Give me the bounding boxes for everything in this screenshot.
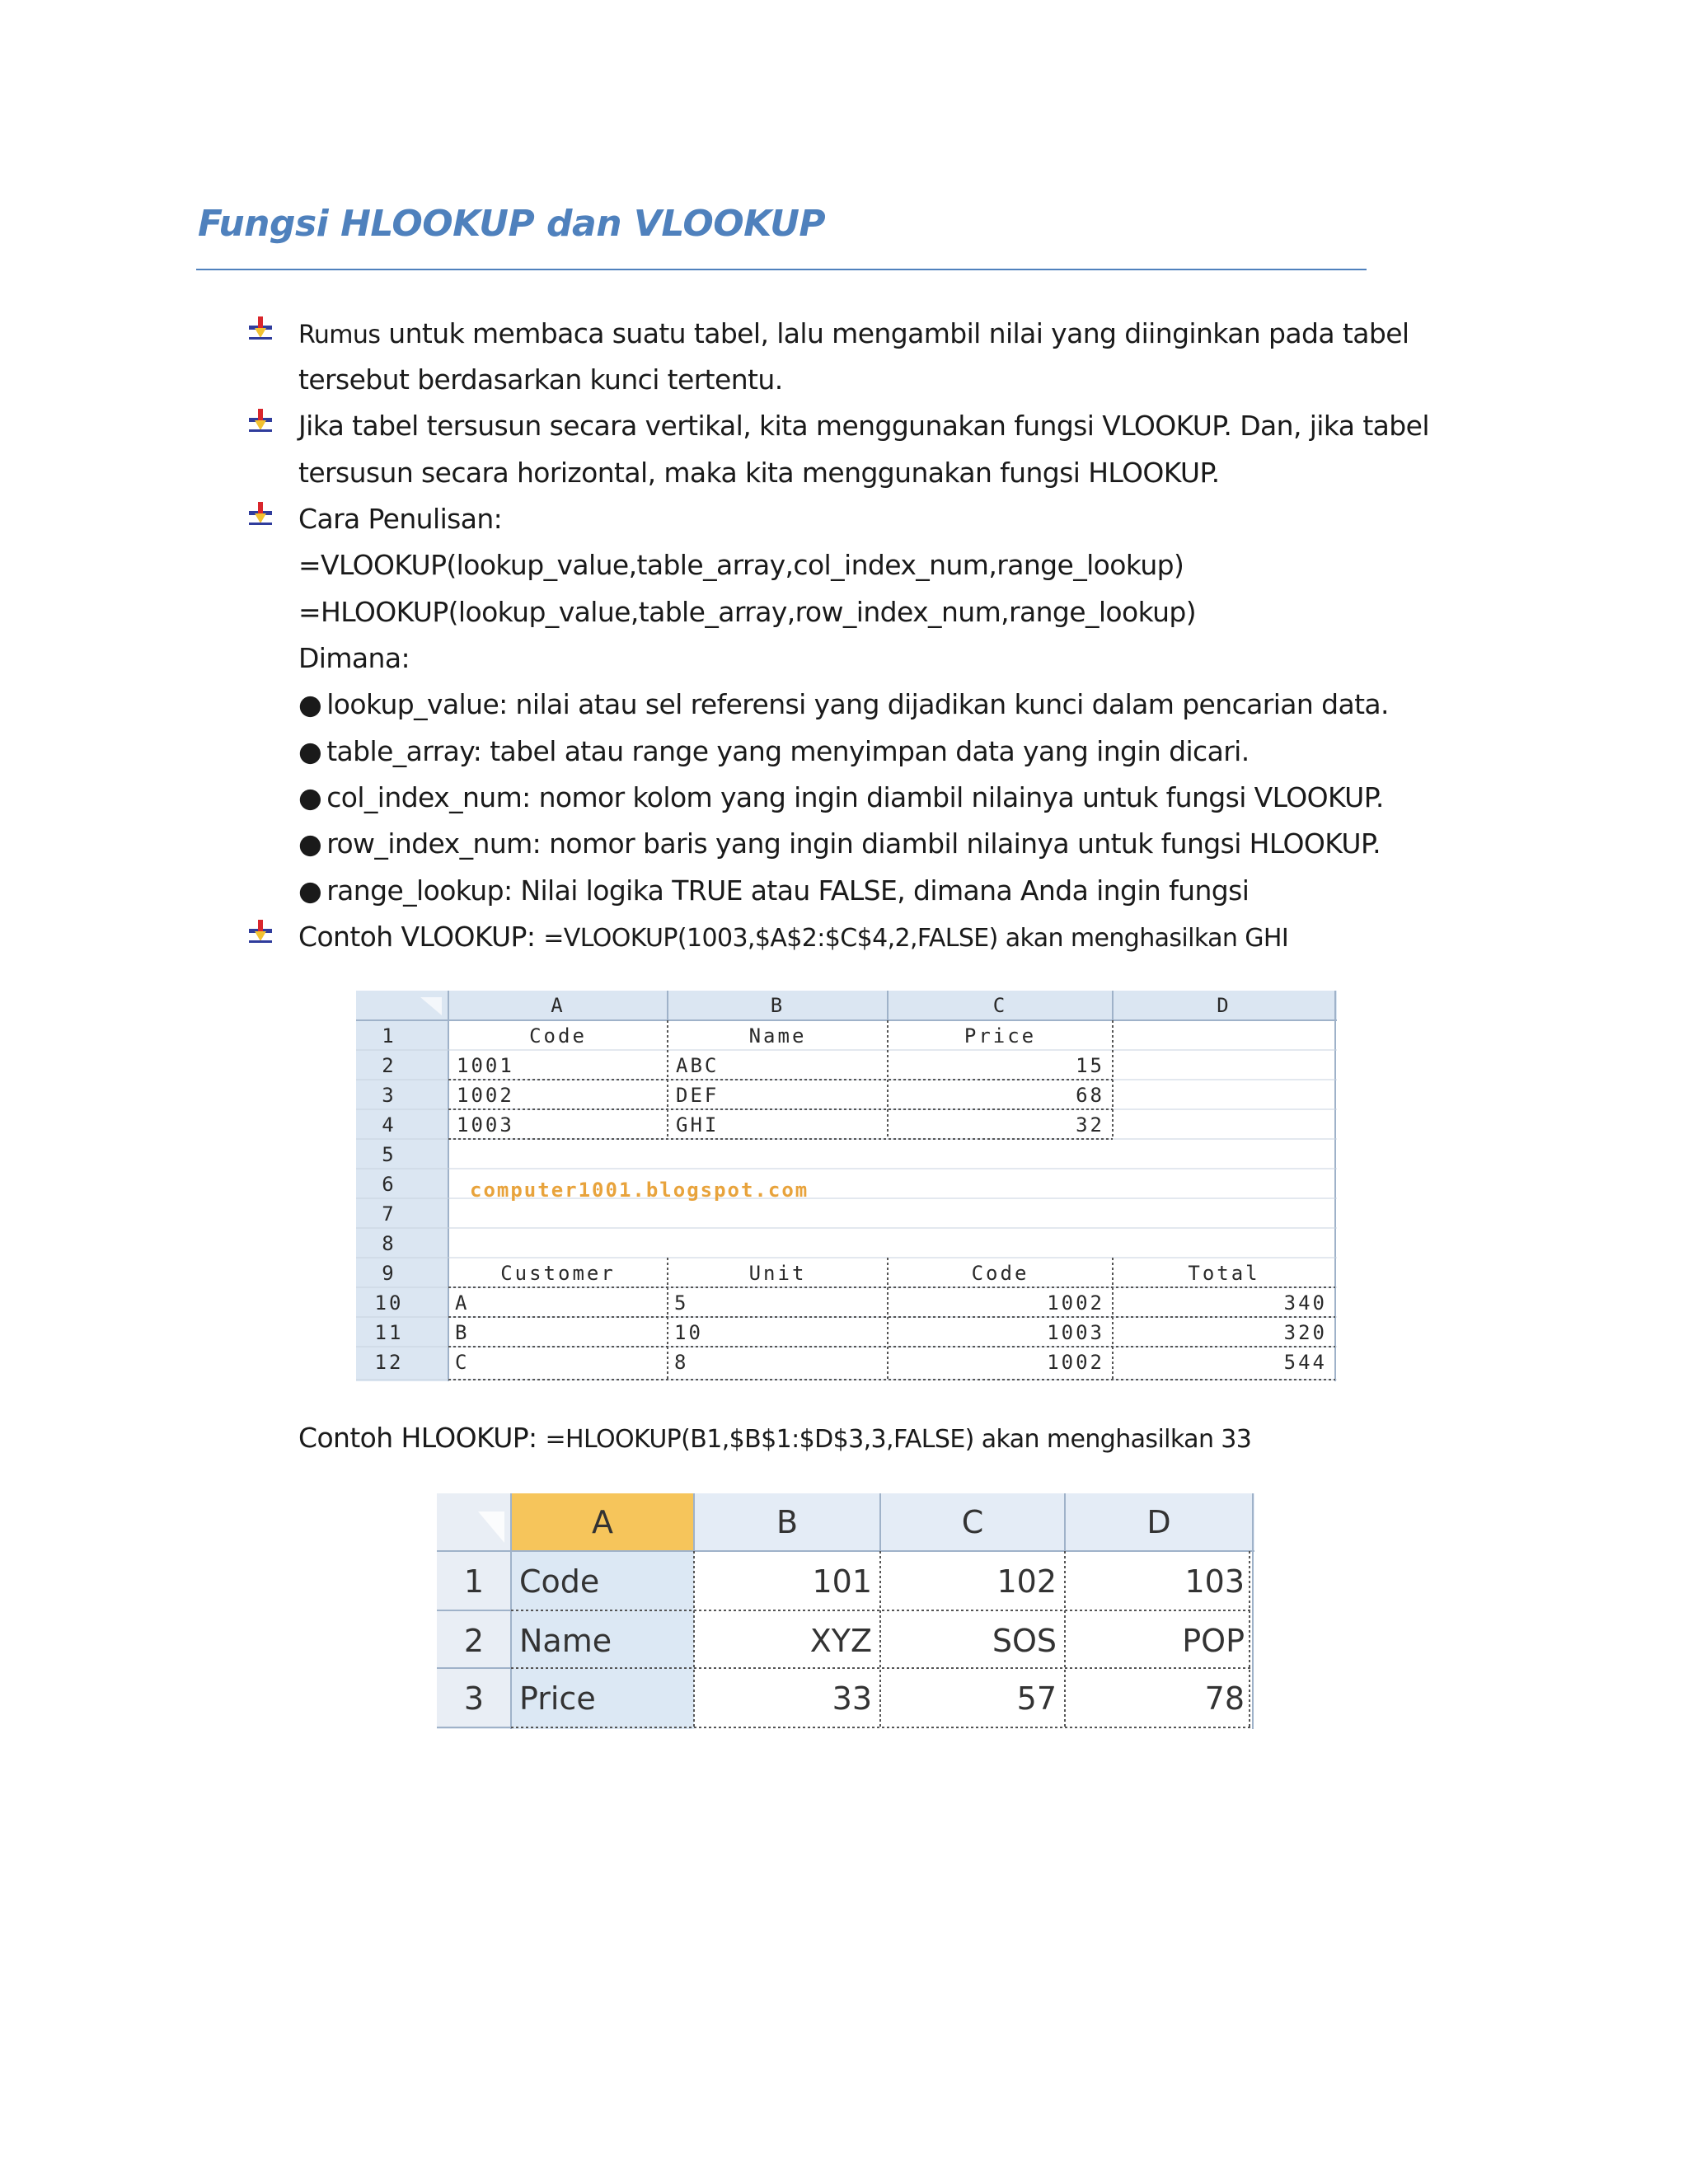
definition-item (298, 874, 1250, 907)
bullet-dot: ● (298, 874, 322, 907)
table-header-cell: Price (964, 1024, 1037, 1047)
text-span: untuk membaca suatu tabel, lalu mengambil nilai yang diinginkan pada tabel (380, 317, 1409, 349)
arrow-down-bullet-icon (247, 407, 274, 434)
table-cell: ABC (676, 1054, 720, 1077)
table-cell: 1002 (1047, 1291, 1104, 1315)
paragraph-line: Cara Penulisan: (298, 503, 503, 535)
arrow-down-bullet-icon (247, 500, 274, 527)
table-cell: GHI (676, 1113, 720, 1137)
row-number: 12 (374, 1351, 404, 1374)
arrow-down-bullet-icon (247, 918, 274, 944)
formula-line: =VLOOKUP(lookup_value,table_array,col_index_num,range_lookup) (298, 549, 1184, 581)
table-cell: 1003 (457, 1113, 514, 1137)
paragraph-line: tersusun secara horizontal, maka kita menggunakan fungsi HLOOKUP. (298, 457, 1220, 489)
table-cell: 68 (1076, 1084, 1104, 1107)
table-cell: Name (519, 1623, 612, 1659)
definition-text: range_lookup: Nilai logika TRUE atau FALSE, dimana Anda ingin fungsi (326, 874, 1250, 907)
bullet-dot: ● (298, 688, 322, 720)
table-cell: 101 (812, 1563, 872, 1600)
table-header-cell: Customer (500, 1262, 616, 1285)
table-cell: A (455, 1291, 470, 1315)
table-cell: 32 (1076, 1113, 1104, 1137)
vlookup-example-spreadsheet (356, 991, 1337, 1381)
column-header: B (776, 1504, 799, 1540)
bullet-dot: ● (298, 781, 322, 813)
example-line (298, 923, 1288, 951)
table-cell: 15 (1076, 1054, 1104, 1077)
formula-line: =HLOOKUP(lookup_value,table_array,row_index_num,range_lookup) (298, 596, 1197, 628)
row-number: 2 (463, 1623, 485, 1659)
table-cell: Price (519, 1680, 596, 1717)
row-number: 1 (382, 1024, 396, 1047)
table-cell: 544 (1283, 1351, 1327, 1374)
table-cell: SOS (992, 1623, 1057, 1659)
row-number: 7 (382, 1202, 396, 1226)
definition-text: table_array: tabel atau range yang menyimpan data yang ingin dicari. (326, 735, 1250, 767)
table-header-cell: Total (1188, 1262, 1260, 1285)
definition-text: col_index_num: nomor kolom yang ingin diambil nilainya untuk fungsi VLOOKUP. (326, 781, 1384, 813)
table-cell: 340 (1283, 1291, 1327, 1315)
table-cell: 1001 (457, 1054, 514, 1077)
title-divider (196, 269, 1367, 270)
table-cell: 1002 (457, 1084, 514, 1107)
table-cell: 1003 (1047, 1321, 1104, 1344)
definition-item (298, 735, 1250, 767)
table-cell: 102 (996, 1563, 1057, 1600)
definition-item (298, 827, 1381, 860)
row-number: 6 (382, 1173, 396, 1196)
text-span: Rumus (298, 321, 381, 349)
formula-text: =HLOOKUP(B1,$B$1:$D$3,3,FALSE) akan menghasilkan 33 (545, 1425, 1252, 1454)
table-cell: C (455, 1351, 470, 1374)
table-cell: XYZ (809, 1623, 872, 1659)
column-header: B (770, 994, 785, 1017)
table-cell: Code (519, 1563, 600, 1600)
row-number: 4 (382, 1113, 396, 1137)
text-span: Contoh VLOOKUP: (298, 921, 544, 953)
page-title: Fungsi HLOOKUP dan VLOOKUP (198, 203, 826, 245)
definition-item (298, 688, 1389, 720)
paragraph-line (298, 317, 1409, 349)
definition-text: lookup_value: nilai atau sel referensi yang dijadikan kunci dalam pencarian data. (326, 688, 1389, 720)
table-header-cell: Name (748, 1024, 807, 1047)
table-cell: 320 (1283, 1321, 1327, 1344)
table-cell: POP (1182, 1623, 1245, 1659)
table-cell: 10 (674, 1321, 703, 1344)
arrow-down-bullet-icon (247, 315, 274, 341)
row-number: 9 (382, 1262, 396, 1285)
table-header-cell: Code (971, 1262, 1029, 1285)
paragraph-line: Dimana: (298, 642, 410, 674)
column-header: A (592, 1504, 613, 1540)
table-cell: DEF (676, 1084, 720, 1107)
definition-item (298, 781, 1384, 813)
row-number: 10 (374, 1291, 404, 1315)
formula-text: =VLOOKUP(1003,$A$2:$C$4,2,FALSE) akan menghasilkan GHI (543, 924, 1289, 953)
column-header: C (961, 1504, 984, 1540)
table-header-cell: Unit (748, 1262, 807, 1285)
bullet-dot: ● (298, 827, 322, 860)
table-cell: B (455, 1321, 470, 1344)
paragraph-line: tersebut berdasarkan kunci tertentu. (298, 363, 783, 396)
column-header: C (992, 994, 1008, 1017)
row-number: 5 (382, 1143, 396, 1166)
bullet-dot: ● (298, 735, 322, 767)
row-number: 3 (463, 1680, 485, 1717)
table-cell: 103 (1184, 1563, 1245, 1600)
table-header-cell: Code (529, 1024, 587, 1047)
row-number: 1 (463, 1563, 485, 1600)
column-header: D (1217, 994, 1231, 1017)
column-header: A (551, 994, 565, 1017)
table-cell: 1002 (1047, 1351, 1104, 1374)
blog-watermark: computer1001.blogspot.com (470, 1179, 809, 1202)
row-number: 3 (382, 1084, 396, 1107)
example-line (298, 1424, 1251, 1452)
row-number: 2 (382, 1054, 396, 1077)
definition-text: row_index_num: nomor baris yang ingin diambil nilainya untuk fungsi HLOOKUP. (326, 827, 1381, 860)
table-cell: 57 (1016, 1680, 1057, 1717)
paragraph-line: Jika tabel tersusun secara vertikal, kita menggunakan fungsi VLOOKUP. Dan, jika tabel (298, 410, 1429, 442)
row-number: 11 (374, 1321, 404, 1344)
table-cell: 5 (674, 1291, 689, 1315)
table-cell: 33 (832, 1680, 872, 1717)
row-number: 8 (382, 1232, 396, 1255)
table-cell: 8 (674, 1351, 689, 1374)
hlookup-example-spreadsheet (437, 1493, 1254, 1729)
text-span: Contoh HLOOKUP: (298, 1422, 546, 1454)
table-cell: 78 (1204, 1680, 1245, 1717)
column-header: D (1146, 1504, 1171, 1540)
